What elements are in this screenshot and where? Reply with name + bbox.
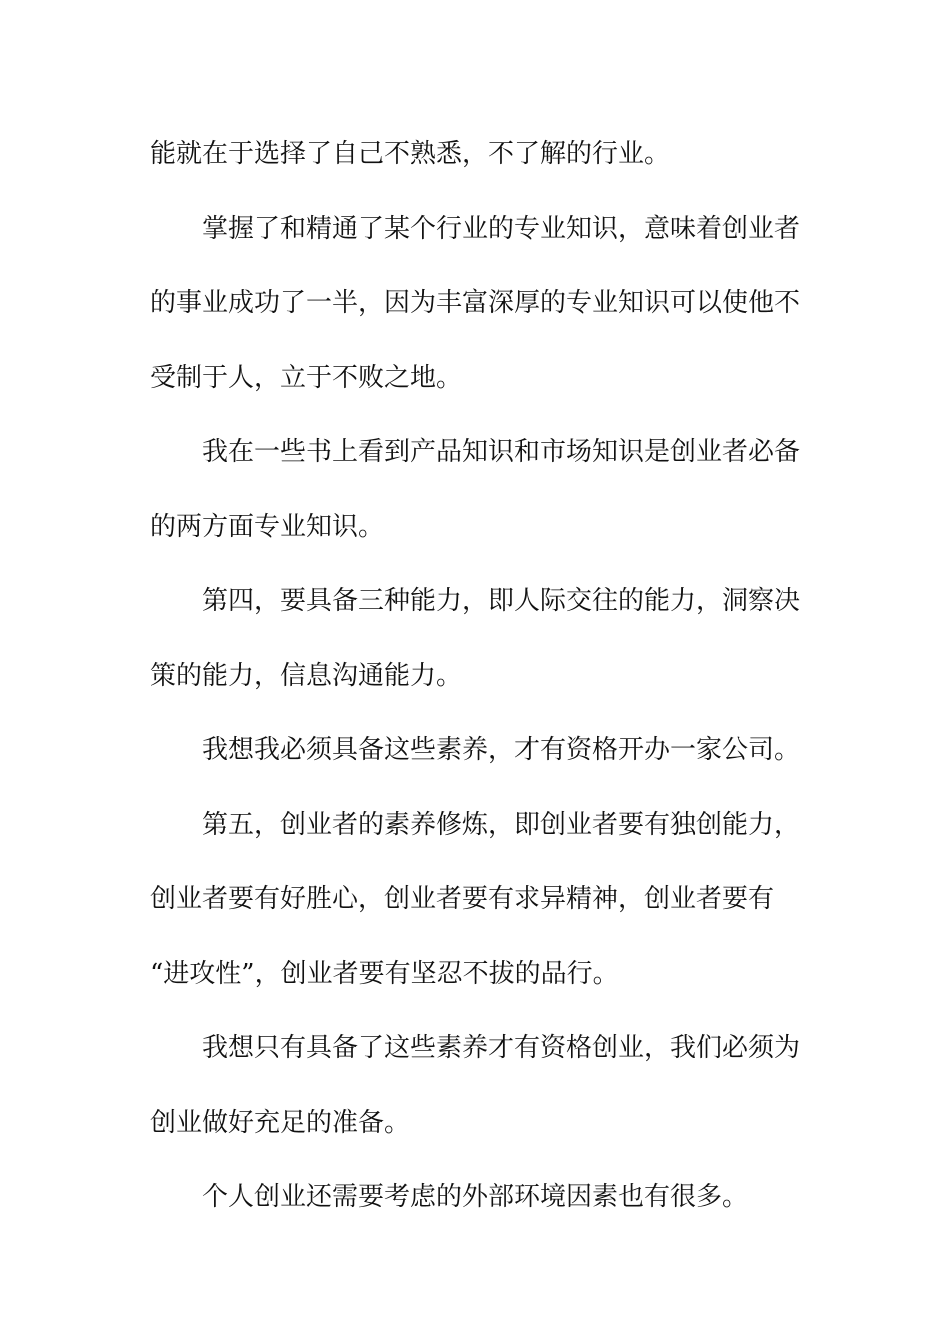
document-body [150,117,800,1235]
text-line: “进攻性”，创业者要有坚忍不拔的品行。 [150,958,619,989]
text-line: 第四，要具备三种能力，即人际交往的能力，洞察决 [202,586,801,616]
text-line: 掌握了和精通了某个行业的专业知识，意味着创业者 [202,213,801,244]
text-line: 创业做好充足的准备。 [150,1107,411,1138]
text-line: 的两方面专业知识。 [150,511,385,542]
text-line: 我想我必须具备这些素养，才有资格开办一家公司。 [202,735,801,765]
text-line: 能就在于选择了自己不熟悉，不了解的行业。 [150,139,671,169]
text-line: 我在一些书上看到产品知识和市场知识是创业者必备 [202,437,801,467]
text-line: 策的能力，信息沟通能力。 [150,660,463,691]
text-line: 的事业成功了一半，因为丰富深厚的专业知识可以使他不 [150,288,801,318]
text-line: 我想只有具备了这些素养才有资格创业，我们必须为 [202,1033,801,1063]
text-line: 个人创业还需要考虑的外部环境因素也有很多。 [202,1182,749,1212]
text-line: 创业者要有好胜心，创业者要有求异精神，创业者要有 [150,884,775,914]
text-line: 受制于人，立于不败之地。 [150,362,463,393]
text-line: 第五，创业者的素养修炼，即创业者要有独创能力， [202,809,801,840]
